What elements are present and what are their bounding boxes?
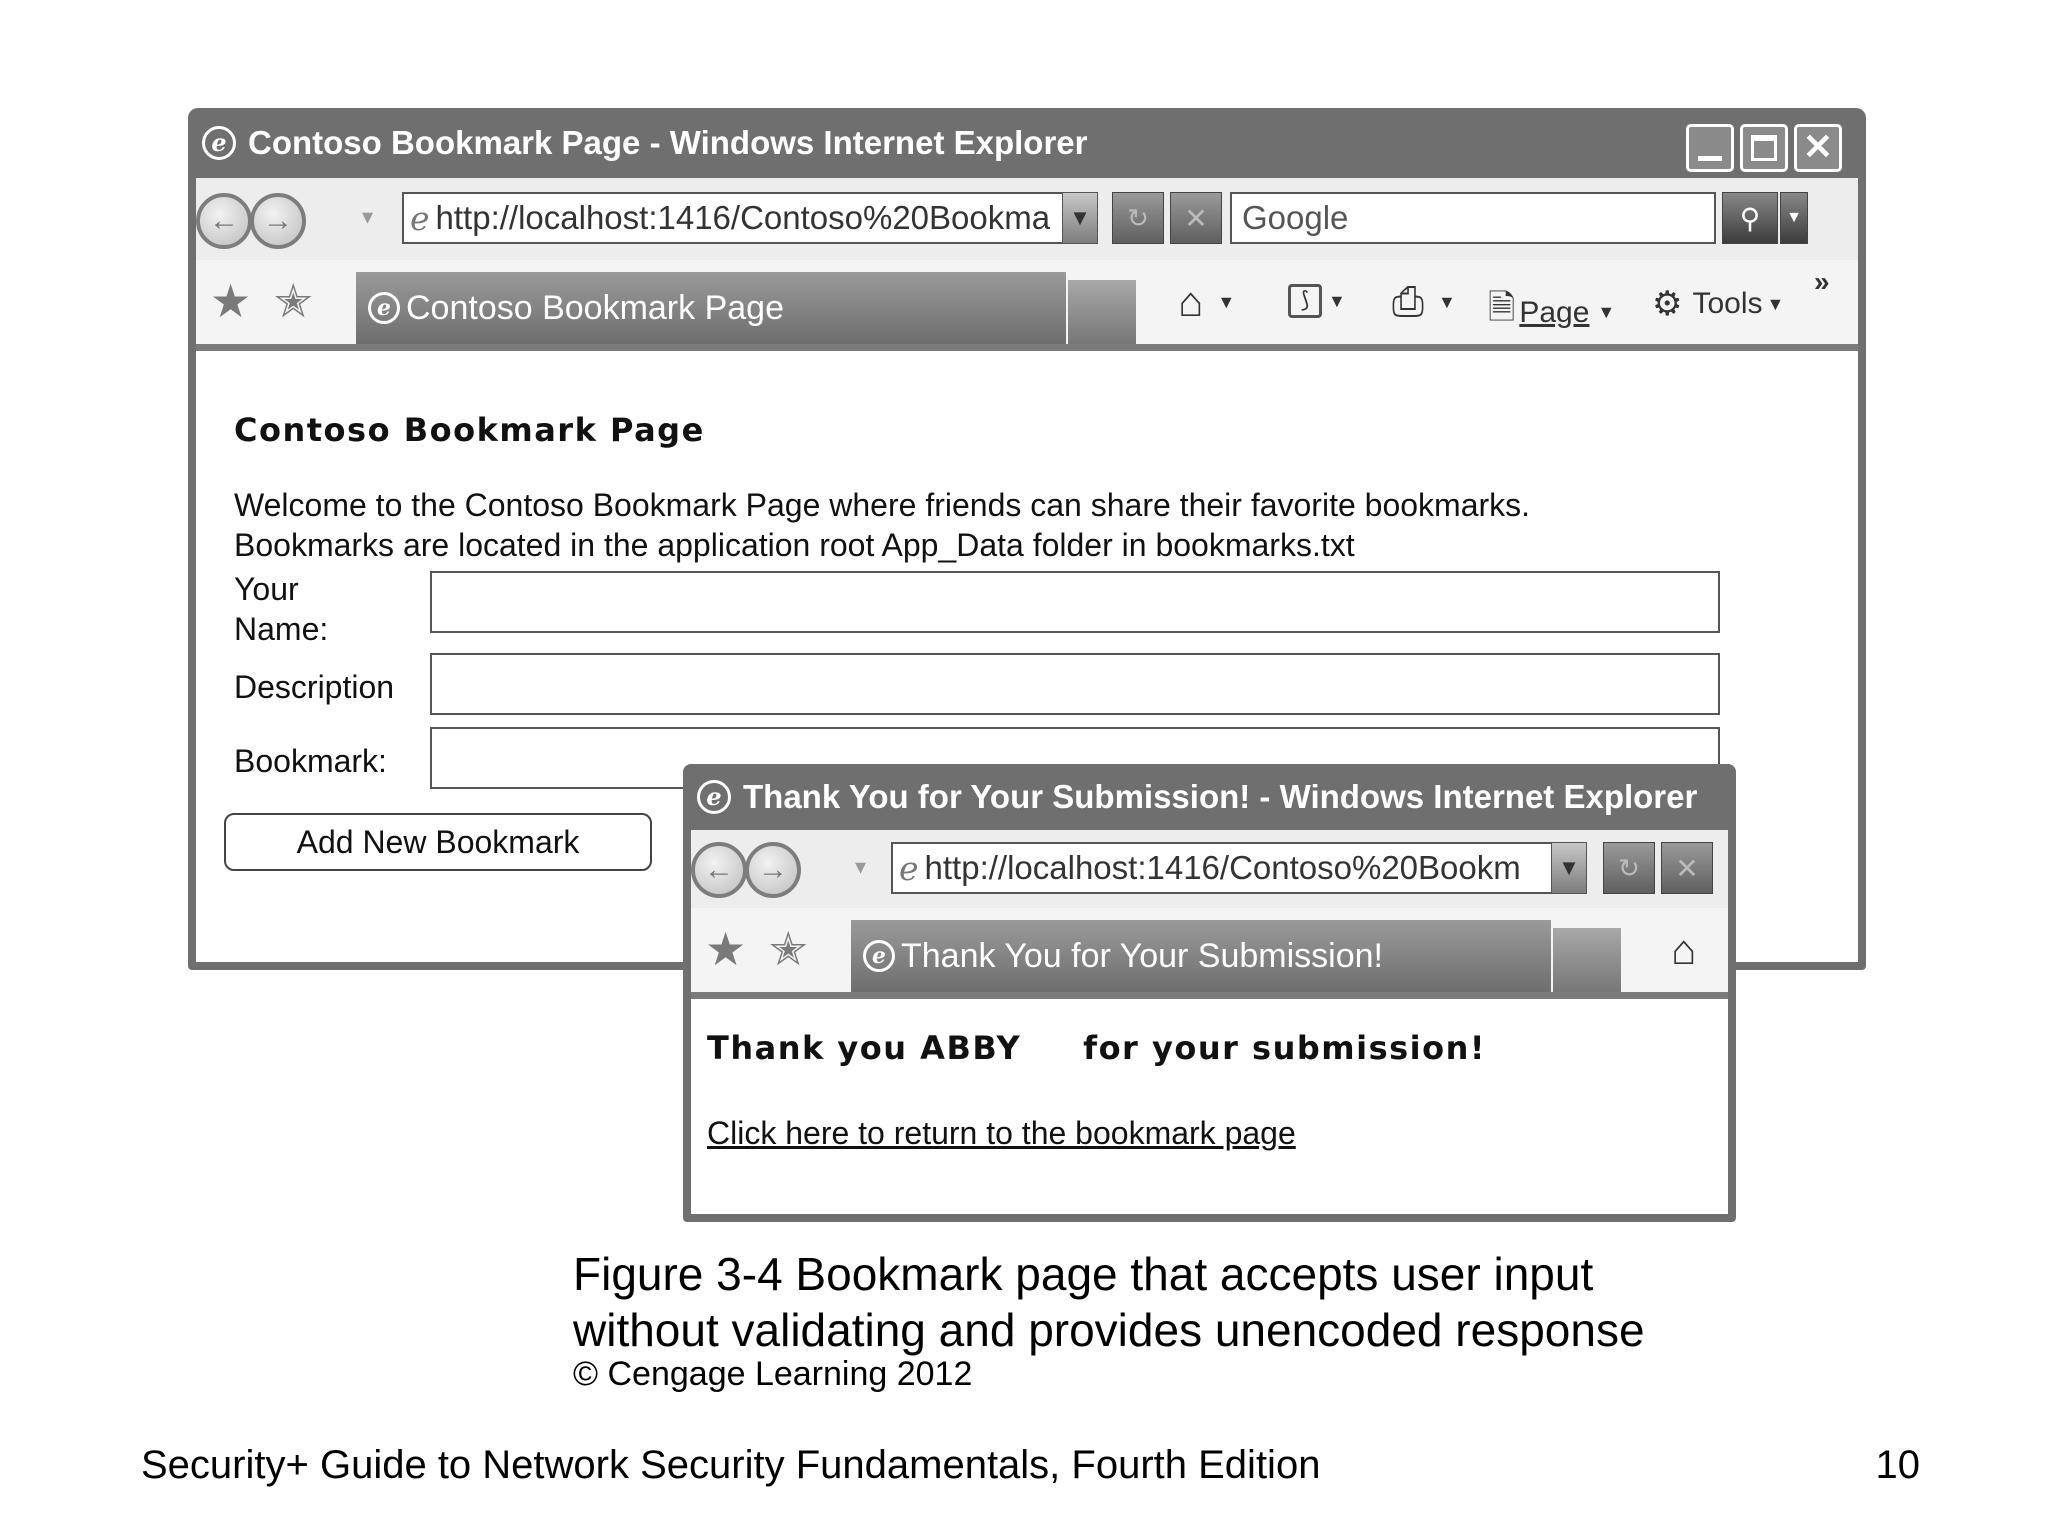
maximize-button[interactable]	[1740, 124, 1788, 172]
popup-address-dropdown-button[interactable]	[1551, 842, 1587, 894]
dropdown-icon: ▼	[1786, 209, 1802, 226]
popup-page-content	[691, 992, 1728, 1214]
main-window-title: Contoso Bookmark Page - Windows Internet Explorer	[248, 124, 1088, 161]
main-title-bar	[188, 108, 1866, 178]
search-button[interactable]	[1722, 192, 1778, 244]
popup-tab-label: Thank You for Your Submission!	[901, 936, 1383, 975]
main-tab[interactable]	[356, 272, 1066, 344]
popup-home-icon: ⌂	[1671, 926, 1697, 973]
caption-line-2: without validating and provides unencoded response	[573, 1304, 1645, 1356]
tools-menu[interactable]	[1652, 284, 1784, 324]
home-icon: ⌂	[1178, 278, 1204, 325]
close-icon: ✕	[1802, 126, 1834, 167]
popup-add-favorites-icon[interactable]: ✭	[769, 923, 808, 975]
back-icon: ←	[209, 204, 239, 237]
page-icon: e	[410, 198, 430, 238]
add-new-bookmark-button[interactable]: Add New Bookmark	[224, 813, 652, 871]
thanks-message-part-2: for your submission!	[1083, 1029, 1486, 1067]
new-tab-button[interactable]	[1068, 280, 1136, 344]
popup-tab[interactable]	[851, 920, 1551, 992]
description-label: Description	[234, 669, 395, 705]
name-label	[234, 569, 328, 649]
stop-icon: ✕	[1184, 202, 1208, 234]
main-command-bar	[196, 260, 1858, 344]
rss-icon: ⟆	[1288, 284, 1322, 318]
stop-button[interactable]	[1170, 192, 1222, 244]
home-dropdown-icon: ▼	[1217, 291, 1236, 312]
refresh-icon: ↻	[1127, 202, 1149, 233]
popup-ie-logo-icon: e	[697, 780, 731, 814]
popup-nav-bar	[691, 830, 1728, 910]
home-button[interactable]	[1178, 278, 1235, 326]
popup-page-icon: e	[899, 848, 919, 888]
page-menu-label: Page	[1519, 295, 1590, 329]
main-nav-bar	[196, 178, 1858, 262]
footer-book-title: Security+ Guide to Network Security Fundamentals, Fourth Edition	[141, 1443, 1321, 1487]
popup-refresh-icon: ↻	[1618, 852, 1640, 883]
return-to-bookmark-link[interactable]: Click here to return to the bookmark page	[707, 1115, 1296, 1151]
close-button[interactable]	[1794, 124, 1842, 172]
page-menu-icon: 🗎	[1488, 289, 1516, 327]
popup-browser-window	[683, 764, 1736, 1222]
intro-line-2: Bookmarks are located in the application root App_Data folder in bookmarks.txt	[234, 527, 1355, 563]
main-tab-label: Contoso Bookmark Page	[406, 288, 784, 327]
caption-line-1: Figure 3-4 Bookmark page that accepts user input	[573, 1248, 1594, 1300]
chevron-down-icon: ▼	[1069, 205, 1091, 230]
popup-window-title: Thank You for Your Submission! - Windows Internet Explorer	[743, 778, 1698, 815]
popup-address-bar[interactable]	[891, 842, 1587, 894]
search-placeholder: Google	[1242, 199, 1349, 236]
popup-stop-icon: ✕	[1675, 852, 1699, 884]
thanks-message	[707, 1029, 1486, 1067]
favorites-star-icon[interactable]: ★	[210, 275, 252, 327]
ie-logo-icon: e	[202, 126, 236, 160]
feeds-button[interactable]	[1288, 284, 1346, 318]
page-dropdown-icon: ▼	[1597, 302, 1616, 322]
footer-page-number: 10	[1875, 1443, 1920, 1487]
forward-icon: →	[263, 204, 293, 237]
back-button[interactable]	[196, 193, 252, 249]
minimize-icon	[1698, 156, 1722, 161]
print-icon: ⎙	[1392, 280, 1424, 324]
figure-caption	[573, 1246, 1645, 1358]
minimize-button[interactable]	[1686, 124, 1734, 172]
thanks-message-part-1: Thank you ABBY	[707, 1029, 1022, 1067]
popup-back-button[interactable]	[691, 842, 747, 898]
popup-tab-ie-logo-icon: e	[863, 940, 895, 972]
tools-gear-icon: ⚙	[1652, 285, 1683, 323]
feeds-dropdown-icon: ▼	[1328, 290, 1346, 311]
page-heading: Contoso Bookmark Page	[234, 411, 705, 449]
popup-chevron-down-icon: ▼	[1558, 855, 1580, 880]
popup-forward-icon: →	[758, 853, 788, 886]
forward-button[interactable]	[250, 193, 306, 249]
popup-command-bar	[691, 908, 1728, 992]
print-button[interactable]	[1392, 280, 1456, 325]
name-label-line-2: Name:	[234, 611, 329, 647]
tools-dropdown-icon: ▼	[1766, 293, 1785, 314]
main-address-bar[interactable]	[402, 192, 1070, 244]
popup-refresh-button[interactable]	[1603, 842, 1655, 894]
popup-title-bar	[683, 764, 1736, 830]
copyright-text: © Cengage Learning 2012	[573, 1355, 973, 1393]
popup-stop-button[interactable]	[1661, 842, 1713, 894]
search-icon: ⚲	[1739, 202, 1761, 234]
popup-address-text: http://localhost:1416/Contoso%20Bookm	[924, 849, 1521, 886]
name-field[interactable]	[430, 571, 1720, 633]
address-dropdown-button[interactable]	[1062, 192, 1098, 244]
main-address-text: http://localhost:1416/Contoso%20Bookma	[435, 199, 1051, 236]
description-field[interactable]	[430, 653, 1720, 715]
more-tools-icon: »	[1814, 266, 1830, 297]
popup-forward-button[interactable]	[745, 842, 801, 898]
search-input[interactable]	[1230, 192, 1716, 244]
print-dropdown-icon: ▼	[1438, 292, 1456, 312]
popup-back-icon: ←	[704, 853, 734, 886]
popup-new-tab-button[interactable]	[1553, 928, 1621, 992]
name-label-line-1: Your	[234, 571, 299, 607]
refresh-button[interactable]	[1112, 192, 1164, 244]
tab-ie-logo-icon: e	[368, 292, 400, 324]
intro-line-1: Welcome to the Contoso Bookmark Page where friends can share their favorite bookmarks.	[234, 487, 1531, 523]
page-menu[interactable]	[1488, 284, 1615, 341]
more-tools-button[interactable]	[1814, 266, 1830, 298]
popup-home-button[interactable]	[1671, 926, 1696, 974]
maximize-icon	[1751, 135, 1777, 161]
bookmark-label: Bookmark:	[234, 743, 387, 779]
tools-menu-label: Tools	[1692, 287, 1763, 320]
add-favorites-icon[interactable]: ✭	[274, 275, 313, 327]
popup-favorites-star-icon[interactable]: ★	[705, 923, 747, 975]
popup-history-dropdown-icon[interactable]: ▾	[855, 854, 867, 879]
history-dropdown-icon[interactable]: ▾	[362, 204, 374, 229]
search-options-button[interactable]	[1780, 192, 1808, 244]
